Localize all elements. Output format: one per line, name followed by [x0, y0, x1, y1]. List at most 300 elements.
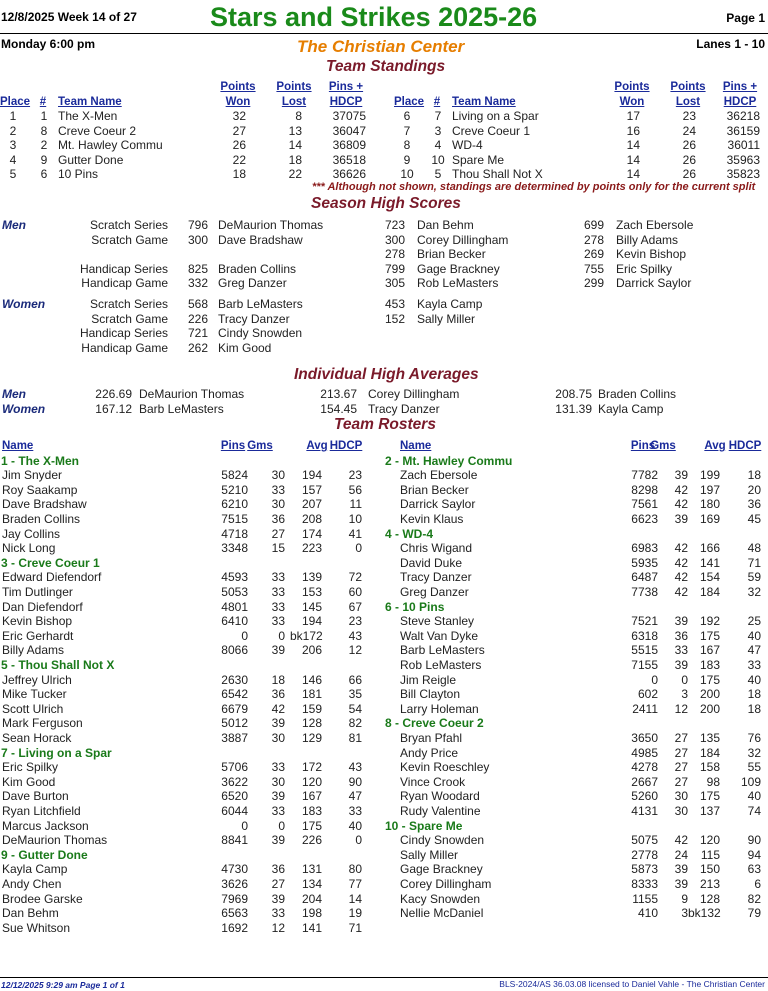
- roster-average: 175: [699, 789, 720, 804]
- roster-player-name: Rob LeMasters: [400, 657, 482, 672]
- high-score-bowler: Tracy Danzer: [218, 311, 290, 326]
- roster-average: 129: [301, 730, 322, 745]
- roster-pins: 0: [241, 818, 248, 833]
- roster-player-name: Nick Long: [2, 541, 56, 556]
- roster-pins: 0: [651, 672, 658, 687]
- roster-handicap: 33: [747, 657, 761, 672]
- roster-player-name: Dave Burton: [2, 789, 69, 804]
- high-score-bowler: Dan Behm: [417, 218, 474, 232]
- roster-handicap: 25: [747, 614, 761, 629]
- high-score-bowler: Kayla Camp: [417, 297, 483, 311]
- roster-pins: 6679: [221, 701, 248, 716]
- roster-player-name: David Duke: [400, 555, 463, 570]
- roster-games: 12: [271, 920, 285, 935]
- roster-pins: 5260: [631, 789, 658, 804]
- roster-pins: 2667: [631, 774, 658, 789]
- roster-games: 36: [674, 628, 688, 643]
- standing-place: 8: [403, 138, 411, 152]
- roster-average: 167: [699, 643, 720, 658]
- roster-games: 30: [271, 497, 285, 512]
- roster-games: 33: [674, 643, 688, 658]
- roster-average: 166: [699, 541, 720, 556]
- col-header-pins: Pins: [220, 440, 246, 452]
- roster-games: 27: [674, 760, 688, 775]
- standing-place: 3: [9, 138, 17, 152]
- roster-handicap: 109: [740, 774, 761, 789]
- roster-average: 180: [699, 497, 720, 512]
- average-bowler: Tracy Danzer: [368, 402, 440, 416]
- high-score-category: Handicap Series: [79, 261, 168, 276]
- roster-average: 200: [699, 701, 720, 716]
- col-header-place: Place: [0, 96, 31, 108]
- roster-average: 198: [301, 906, 322, 921]
- roster-games: 30: [674, 789, 688, 804]
- high-score-bowler: Greg Danzer: [218, 276, 287, 290]
- col-header-place: Place: [394, 96, 425, 108]
- roster-player-name: Sean Horack: [2, 730, 72, 745]
- roster-player-name: Dan Diefendorf: [2, 599, 83, 614]
- roster-games: 33: [271, 570, 285, 585]
- team-header: 3 - Creve Coeur 1: [1, 555, 100, 570]
- roster-handicap: 90: [747, 833, 761, 848]
- roster-handicap: 80: [348, 862, 362, 877]
- roster-pins: 3348: [221, 541, 248, 556]
- roster-pins: 6318: [631, 628, 658, 643]
- center-name: The Christian Center: [297, 37, 465, 56]
- roster-average: 154: [699, 570, 720, 585]
- roster-pins: 2778: [631, 847, 658, 862]
- average-bowler: Corey Dillingham: [368, 387, 460, 401]
- roster-pins: 6623: [631, 511, 658, 526]
- high-score-value: 796: [187, 218, 208, 232]
- high-score-value: 453: [384, 297, 405, 311]
- standing-points-lost: 14: [288, 138, 302, 152]
- lanes: Lanes 1 - 10: [696, 37, 765, 51]
- roster-handicap: 0: [355, 541, 362, 556]
- high-score-bowler: Dave Bradshaw: [218, 232, 303, 247]
- average-bowler: Braden Collins: [598, 387, 677, 401]
- roster-handicap: 47: [348, 789, 362, 804]
- roster-pins: 2630: [221, 672, 248, 687]
- roster-handicap: 0: [355, 833, 362, 848]
- standing-pins-hdcp: 36218: [726, 109, 760, 123]
- roster-player-name: Jim Reigle: [400, 672, 457, 687]
- men-label: Men: [2, 218, 26, 232]
- roster-handicap: 90: [348, 774, 362, 789]
- standing-team-number: 2: [40, 138, 48, 152]
- standing-place: 7: [403, 123, 411, 138]
- roster-handicap: 18: [747, 468, 761, 483]
- col-header-team: Team Name: [58, 96, 122, 108]
- roster-games: 39: [271, 716, 285, 731]
- roster-average: 184: [699, 584, 720, 599]
- roster-games: 42: [674, 584, 688, 599]
- roster-player-name: Kacy Snowden: [400, 891, 481, 906]
- high-score-value: 723: [384, 218, 405, 232]
- roster-games: 27: [271, 876, 285, 891]
- roster-games: 36: [271, 687, 285, 702]
- footer-printed: 12/12/2025 9:29 am Page 1 of 1: [1, 980, 125, 990]
- roster-pins: 4801: [221, 599, 248, 614]
- roster-average: 98: [706, 774, 720, 789]
- standing-place: 6: [403, 109, 411, 123]
- roster-pins: 3622: [221, 774, 248, 789]
- col-header-avg: Avg: [704, 440, 726, 452]
- roster-pins: 6983: [631, 541, 658, 556]
- roster-games: 27: [674, 730, 688, 745]
- team-header: 9 - Gutter Done: [1, 847, 88, 862]
- col-header-pins: Pins +: [328, 81, 364, 93]
- standing-points-won: 16: [626, 123, 640, 138]
- roster-pins: 6210: [221, 497, 248, 512]
- roster-player-name: Chris Wigand: [400, 541, 473, 556]
- header-rule: [0, 33, 768, 34]
- col-header-points: Points: [670, 81, 706, 93]
- standing-points-won: 14: [626, 138, 640, 152]
- roster-average: 223: [301, 541, 322, 556]
- high-score-value: 152: [384, 311, 405, 326]
- roster-average: 141: [699, 555, 720, 570]
- roster-player-name: Andy Chen: [2, 876, 62, 891]
- standing-pins-hdcp: 36011: [727, 138, 760, 152]
- roster-player-name: Kevin Roeschley: [400, 760, 490, 775]
- standing-team-number: 3: [434, 123, 442, 138]
- roster-pins: 3650: [631, 730, 658, 745]
- roster-games: 33: [271, 906, 285, 921]
- roster-handicap: 54: [348, 701, 362, 716]
- roster-games: 36: [271, 862, 285, 877]
- average-bowler: Barb LeMasters: [139, 402, 224, 416]
- roster-handicap: 71: [747, 555, 761, 570]
- high-scores-title: Season High Scores: [311, 195, 461, 212]
- roster-player-name: Bill Clayton: [400, 687, 461, 702]
- roster-average: 167: [301, 789, 322, 804]
- roster-average: 226: [301, 833, 322, 848]
- standing-points-won: 14: [626, 152, 640, 167]
- roster-player-name: Darrick Saylor: [400, 497, 476, 512]
- roster-pins: 5053: [221, 584, 248, 599]
- roster-pins: 410: [637, 906, 658, 921]
- high-score-bowler: Kim Good: [218, 340, 272, 355]
- roster-average: 181: [301, 687, 322, 702]
- col-header-gms: Gms: [247, 440, 273, 452]
- col-header-points: Points: [220, 81, 256, 93]
- roster-games: 27: [674, 774, 688, 789]
- roster-player-name: Walt Van Dyke: [400, 628, 479, 643]
- roster-player-name: Roy Saakamp: [2, 482, 78, 497]
- standing-points-lost: 13: [288, 123, 302, 138]
- roster-average: 204: [301, 891, 322, 906]
- standing-points-lost: 23: [682, 109, 696, 123]
- high-score-value: 568: [187, 297, 208, 311]
- roster-handicap: 14: [348, 891, 362, 906]
- standing-team-number: 5: [434, 167, 442, 181]
- roster-average: 194: [301, 614, 322, 629]
- roster-pins: 7782: [631, 468, 658, 483]
- high-score-value: 305: [384, 276, 405, 290]
- high-score-category: Handicap Game: [81, 340, 168, 355]
- standing-team-name: The X-Men: [58, 109, 118, 123]
- footer-rule: [0, 977, 768, 978]
- roster-player-name: Tim Dutlinger: [2, 584, 73, 599]
- roster-player-name: Scott Ulrich: [2, 701, 64, 716]
- roster-games: 42: [674, 541, 688, 556]
- average-value: 213.67: [320, 387, 357, 401]
- standing-team-name: Creve Coeur 2: [58, 123, 137, 138]
- roster-pins: 4278: [631, 760, 658, 775]
- average-value: 167.12: [95, 402, 132, 416]
- roster-pins: 602: [637, 687, 658, 702]
- roster-pins: 1692: [221, 920, 248, 935]
- roster-handicap: 41: [348, 526, 362, 541]
- roster-games: 30: [271, 730, 285, 745]
- standing-points-lost: 22: [288, 167, 302, 181]
- roster-games: 33: [271, 584, 285, 599]
- roster-average: 197: [699, 482, 720, 497]
- team-header: 10 - Spare Me: [385, 818, 463, 833]
- col-header-num: #: [39, 96, 47, 108]
- roster-games: 42: [674, 833, 688, 848]
- roster-pins: 8841: [221, 833, 248, 848]
- roster-handicap: 77: [348, 876, 362, 891]
- team-header: 8 - Creve Coeur 2: [385, 716, 484, 731]
- roster-pins: 3626: [221, 876, 248, 891]
- roster-average: 184: [699, 745, 720, 760]
- roster-average: 153: [301, 584, 322, 599]
- roster-handicap: 81: [348, 730, 362, 745]
- high-score-value: 755: [583, 261, 604, 276]
- roster-handicap: 79: [747, 906, 761, 921]
- col-header-won: Won: [619, 96, 645, 108]
- roster-games: 33: [271, 482, 285, 497]
- roster-average: 194: [301, 468, 322, 483]
- roster-average: 120: [301, 774, 322, 789]
- standing-team-number: 1: [40, 109, 48, 123]
- high-score-value: 300: [187, 232, 208, 247]
- roster-games: 30: [674, 803, 688, 818]
- roster-player-name: Mark Ferguson: [2, 716, 83, 731]
- team-header: 1 - The X-Men: [1, 453, 80, 468]
- standing-team-name: Mt. Hawley Commu: [58, 138, 163, 152]
- standing-points-won: 18: [232, 167, 246, 181]
- roster-handicap: 94: [747, 847, 761, 862]
- standing-team-number: 9: [40, 152, 48, 167]
- standing-pins-hdcp: 36626: [332, 167, 366, 181]
- standing-points-won: 26: [232, 138, 246, 152]
- standing-points-lost: 26: [682, 167, 696, 181]
- roster-handicap: 66: [348, 672, 362, 687]
- col-header-hdcp: HDCP: [329, 96, 363, 108]
- roster-handicap: 76: [747, 730, 761, 745]
- high-score-category: Handicap Series: [79, 326, 168, 340]
- roster-games: 33: [271, 760, 285, 775]
- roster-handicap: 18: [747, 701, 761, 716]
- roster-player-name: Billy Adams: [2, 643, 65, 658]
- high-score-bowler: Corey Dillingham: [417, 232, 509, 247]
- high-score-bowler: DeMaurion Thomas: [218, 218, 324, 232]
- roster-pins: 6542: [221, 687, 248, 702]
- standing-place: 5: [9, 167, 17, 181]
- roster-average: 199: [699, 468, 720, 483]
- roster-player-name: Corey Dillingham: [400, 876, 492, 891]
- standing-team-number: 8: [40, 123, 48, 138]
- roster-player-name: Gage Brackney: [400, 862, 483, 877]
- roster-average: 183: [301, 803, 322, 818]
- roster-handicap: 10: [348, 511, 362, 526]
- standing-pins-hdcp: 36518: [332, 152, 366, 167]
- roster-average: 175: [699, 628, 720, 643]
- roster-games: 3: [681, 687, 688, 702]
- col-header-points: Points: [614, 81, 650, 93]
- roster-player-name: Jim Snyder: [2, 468, 63, 483]
- standing-points-lost: 26: [682, 138, 696, 152]
- roster-pins: 5075: [631, 833, 658, 848]
- roster-player-name: Eric Spilky: [2, 760, 59, 775]
- high-score-value: 332: [187, 276, 208, 290]
- roster-handicap: 72: [348, 570, 362, 585]
- roster-handicap: 55: [747, 760, 761, 775]
- roster-games: 42: [674, 482, 688, 497]
- high-score-bowler: Barb LeMasters: [218, 297, 303, 311]
- roster-handicap: 6: [754, 876, 761, 891]
- roster-handicap: 67: [348, 599, 362, 614]
- roster-handicap: 40: [348, 818, 362, 833]
- high-score-bowler: Sally Miller: [417, 311, 476, 326]
- col-header-avg: Avg: [306, 440, 328, 452]
- roster-pins: 3887: [221, 730, 248, 745]
- roster-player-name: Brodee Garske: [2, 891, 83, 906]
- standing-team-name: WD-4: [452, 138, 483, 152]
- roster-average: bk132: [688, 906, 721, 921]
- roster-pins: 1155: [632, 891, 658, 906]
- average-value: 208.75: [555, 387, 592, 401]
- standing-points-lost: 26: [682, 152, 696, 167]
- roster-average: 120: [699, 833, 720, 848]
- standing-team-name: Living on a Spar: [452, 109, 539, 123]
- roster-pins: 4718: [221, 526, 248, 541]
- high-score-bowler: Eric Spilky: [616, 261, 673, 276]
- roster-average: 128: [301, 716, 322, 731]
- roster-player-name: Tracy Danzer: [400, 570, 472, 585]
- roster-handicap: 40: [747, 628, 761, 643]
- col-header-pins: Pins: [630, 440, 656, 452]
- team-header: 4 - WD-4: [385, 526, 433, 541]
- roster-pins: 7515: [221, 511, 248, 526]
- roster-pins: 2411: [632, 701, 658, 716]
- roster-games: 39: [674, 468, 688, 483]
- roster-player-name: Mike Tucker: [2, 687, 67, 702]
- roster-handicap: 12: [348, 643, 362, 658]
- roster-pins: 5935: [631, 555, 658, 570]
- average-value: 226.69: [95, 387, 132, 401]
- col-header-name: Name: [400, 440, 432, 452]
- day-time: Monday 6:00 pm: [1, 37, 96, 51]
- col-header-hdcp: HDCP: [723, 96, 757, 108]
- roster-average: 145: [301, 599, 322, 614]
- roster-pins: 7738: [631, 584, 658, 599]
- roster-games: 0: [681, 672, 688, 687]
- standing-points-won: 22: [232, 152, 246, 167]
- roster-average: 169: [699, 511, 720, 526]
- roster-pins: 8298: [631, 482, 658, 497]
- col-header-lost: Lost: [675, 96, 701, 108]
- roster-games: 36: [271, 511, 285, 526]
- roster-games: 3: [681, 906, 688, 921]
- roster-games: 27: [271, 526, 285, 541]
- roster-average: 213: [699, 876, 720, 891]
- roster-player-name: Sue Whitson: [2, 920, 71, 935]
- averages-title: Individual High Averages: [294, 366, 479, 383]
- roster-handicap: 35: [348, 687, 362, 702]
- date-week: 12/8/2025 Week 14 of 27: [1, 10, 137, 24]
- standing-team-number: 10: [431, 152, 445, 167]
- roster-handicap: 19: [348, 906, 362, 921]
- average-value: 154.45: [320, 402, 357, 416]
- average-bowler: Kayla Camp: [598, 402, 664, 416]
- standing-pins-hdcp: 36047: [332, 123, 366, 138]
- roster-average: bk172: [290, 628, 323, 643]
- roster-average: 175: [699, 672, 720, 687]
- roster-games: 27: [674, 745, 688, 760]
- high-score-value: 278: [384, 247, 405, 261]
- roster-player-name: Braden Collins: [2, 511, 81, 526]
- high-score-category: Handicap Game: [81, 276, 168, 290]
- roster-games: 33: [271, 599, 285, 614]
- roster-games: 30: [271, 774, 285, 789]
- standing-team-number: 4: [434, 138, 442, 152]
- roster-handicap: 82: [348, 716, 362, 731]
- roster-pins: 7521: [631, 614, 658, 629]
- roster-handicap: 43: [348, 760, 362, 775]
- high-score-value: 262: [187, 340, 208, 355]
- roster-games: 39: [271, 643, 285, 658]
- roster-pins: 6487: [631, 570, 658, 585]
- roster-average: 115: [700, 847, 720, 862]
- roster-pins: 7969: [221, 891, 248, 906]
- men-label: Men: [2, 387, 26, 401]
- roster-pins: 5873: [631, 862, 658, 877]
- roster-player-name: Zach Ebersole: [400, 468, 478, 483]
- high-score-bowler: Kevin Bishop: [616, 247, 687, 261]
- roster-games: 12: [674, 701, 688, 716]
- roster-games: 42: [674, 570, 688, 585]
- roster-handicap: 40: [747, 672, 761, 687]
- team-header: 5 - Thou Shall Not X: [1, 657, 115, 672]
- roster-handicap: 45: [747, 511, 761, 526]
- roster-handicap: 33: [348, 803, 362, 818]
- roster-handicap: 23: [348, 468, 362, 483]
- roster-player-name: Steve Stanley: [400, 614, 475, 629]
- standing-team-name: Creve Coeur 1: [452, 123, 531, 138]
- standing-place: 4: [9, 152, 17, 167]
- col-header-lost: Lost: [281, 96, 307, 108]
- roster-player-name: Larry Holeman: [400, 701, 479, 716]
- roster-handicap: 18: [747, 687, 761, 702]
- roster-games: 39: [271, 789, 285, 804]
- roster-pins: 4985: [631, 745, 658, 760]
- roster-handicap: 11: [349, 497, 362, 512]
- high-score-bowler: Cindy Snowden: [218, 326, 303, 340]
- roster-player-name: Ryan Litchfield: [2, 803, 81, 818]
- roster-games: 42: [271, 701, 285, 716]
- roster-games: 9: [681, 891, 688, 906]
- high-score-value: 299: [583, 276, 604, 290]
- roster-games: 42: [674, 555, 688, 570]
- high-score-value: 799: [384, 261, 405, 276]
- high-score-value: 721: [187, 326, 208, 340]
- high-score-bowler: Rob LeMasters: [417, 276, 499, 290]
- roster-average: 206: [301, 643, 322, 658]
